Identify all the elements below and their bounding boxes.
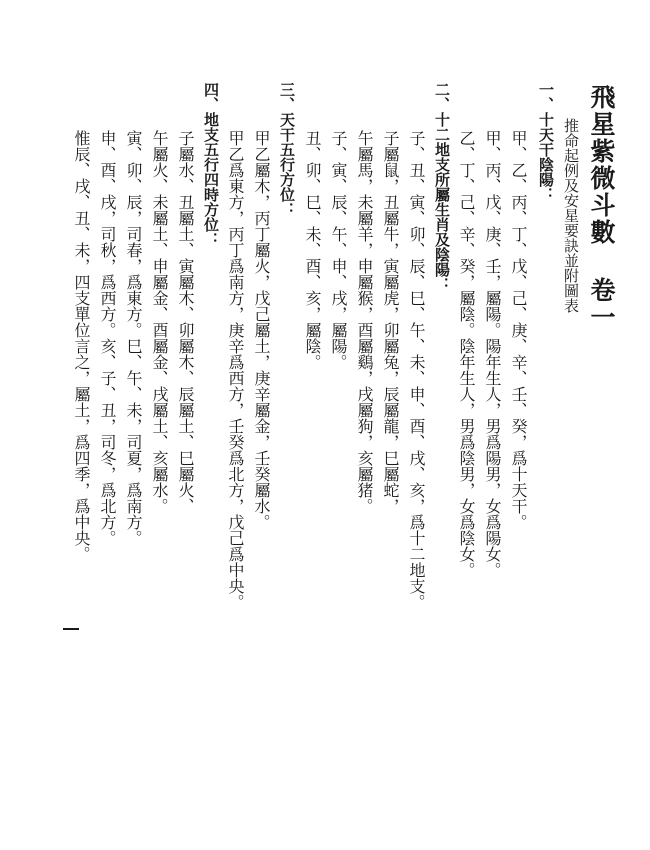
section-1-line-2: 甲、丙、戊、庚、壬，屬陽。陽年生人，男爲陽男，女爲陽女。 bbox=[483, 130, 502, 578]
section-heading-4: 四、地支五行四時方位： bbox=[202, 82, 220, 247]
page-number bbox=[63, 628, 79, 630]
section-heading-1: 一、十天干陰陽： bbox=[537, 82, 555, 202]
section-2-line-5: 丑、卯、巳、未、酉、亥，屬陰。 bbox=[303, 130, 322, 370]
section-4-line-1: 子屬水、丑屬土、寅屬木、卯屬木、辰屬土、巳屬火、 bbox=[176, 130, 195, 514]
section-4-line-5: 惟辰、戌、丑、未，四支單位言之，屬土，爲四季，爲中央。 bbox=[72, 130, 91, 562]
section-4-line-2: 午屬火、未屬土、申屬金、酉屬金、戌屬土、亥屬水。 bbox=[150, 130, 169, 514]
section-3-line-2: 甲乙爲東方，丙丁爲南方，庚辛爲西方，壬癸爲北方，戊己爲中央。 bbox=[226, 130, 245, 610]
section-heading-2: 二、十二地支所屬生肖及陰陽： bbox=[433, 82, 451, 292]
chapter-subtitle: 推命起例及安星要訣並附圖表 bbox=[562, 118, 580, 313]
section-2-line-4: 子、寅、辰、午、申、戌，屬陽。 bbox=[329, 130, 348, 370]
section-4-line-3: 寅、卯、辰，司春，爲東方。巳、午、未，司夏，爲南方。 bbox=[124, 130, 143, 546]
section-2-line-3: 午屬馬，未屬羊，申屬猴，酉屬鷄，戌屬狗，亥屬猪。 bbox=[355, 130, 374, 514]
section-4-line-4: 申、酉、戌，司秋，爲西方。亥、子、丑，司冬，爲北方。 bbox=[98, 130, 117, 546]
section-1-line-3: 乙、丁、己、辛、癸，屬陰。陰年生人，男爲陰男，女爲陰女。 bbox=[457, 130, 476, 578]
section-3-line-1: 甲乙屬木，丙丁屬火，戊己屬土，庚辛屬金，壬癸屬水。 bbox=[252, 130, 271, 530]
section-2-line-2: 子屬鼠，丑屬牛，寅屬虎，卯屬兔，辰屬龍，巳屬蛇， bbox=[381, 130, 400, 514]
section-1-line-1: 甲、乙、丙、丁、戊、己、庚、辛、壬、癸，爲十天干。 bbox=[509, 130, 528, 530]
book-title: 飛星紫微斗數 卷一 bbox=[587, 84, 616, 331]
section-2-line-1: 子、丑、寅、卯、辰、巳、午、未、申、酉、戌、亥，爲十二地支。 bbox=[407, 130, 426, 610]
section-heading-3: 三、天干五行方位： bbox=[278, 82, 296, 217]
